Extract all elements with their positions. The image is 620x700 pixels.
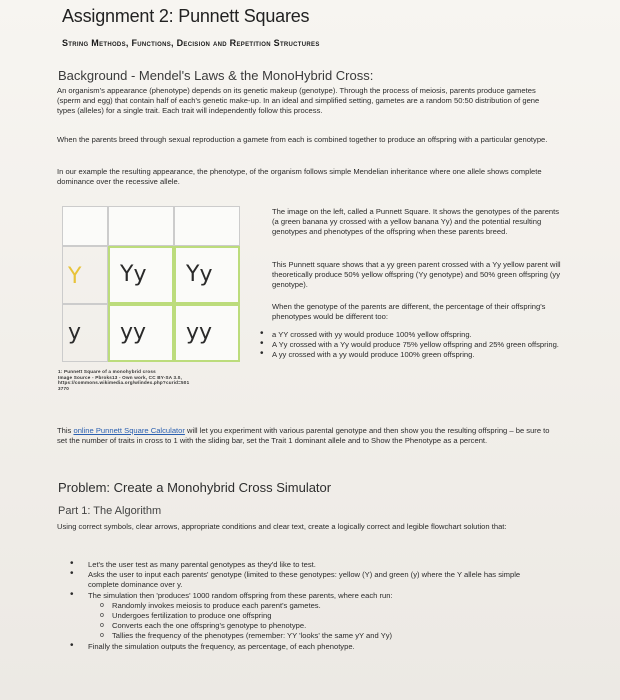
punnett-cell (174, 304, 240, 362)
list-item: • A Yy crossed with a Yy would produce 75% yellow offspring and 25% green offspring. (254, 340, 564, 350)
sub-list-item: o Converts each the one offspring's genotype to phenotype. (70, 621, 550, 631)
image-caption (58, 369, 248, 391)
list-item: • a YY crossed with yy would produce 100% yellow offspring. (254, 330, 564, 340)
punnett-row-label-cell (62, 304, 108, 362)
list-item: • A yy crossed with a yy would produce 100% green offspring. (254, 350, 564, 360)
punnett-square (62, 206, 240, 376)
cross-examples-list (254, 330, 564, 360)
page-title: Assignment 2: Punnett Squares (62, 6, 310, 26)
background-heading: Background - Mendel's Laws & the MonoHybrid Cross: (58, 68, 374, 83)
list-item: • The simulation then 'produces' 1000 random offspring from these parents, where each run: (70, 591, 550, 601)
caption-line: 1: Punnett Square of a monohybrid cross (58, 369, 156, 374)
punnett-cell (108, 304, 174, 362)
list-item: • Finally the simulation outputs the frequency, as percentage, of each phenotype. (70, 642, 550, 652)
calculator-text-before: This (57, 426, 74, 435)
problem-intro: Using correct symbols, clear arrows, appropriate conditions and clear text, create a logically correct and legible flowchart solution that: (57, 522, 507, 531)
punnett-cell (174, 246, 240, 304)
list-item: • Asks the user to input each parents' genotype (limited to these genotypes: yellow (Y) and green (y) where the Y allele has simple complete dominance over y. (70, 570, 550, 590)
calculator-text-after: will let you experiment with various parental genotype and then show you the resulting offspring – be sure to set the number of traits in cross to 1 with the sliding bar, set the Trait 1 dominant allele and to Show the Phenotype as a percent. (57, 426, 550, 446)
part-heading: Part 1: The Algorithm (58, 505, 162, 517)
punnett-header-cell (108, 206, 174, 246)
genotype-difference-note: When the genotype of the parents are different, the percentage of their offspring's phenotypes would be different too: (272, 302, 546, 322)
background-paragraph-1: An organism's appearance (phenotype) depends on its genetic makeup (genotype). Through the process of meiosis, parents produce gametes (sperm and egg) that contain half of each's genetic make-up. In an ideal and simplified setting, gametes are a random 50:50 distribution of gene types (alleles) for a single trait. Each trait will independently follow this process. (57, 86, 540, 116)
punnett-calculator-link[interactable]: online Punnett Square Calculator (73, 426, 185, 435)
caption-line: 3770 (58, 385, 70, 391)
parent-allele-row-1: Y (68, 264, 82, 289)
list-item: • Let's the user test as many parental genotypes as they'd like to test. (70, 560, 550, 570)
caption-line: https://commons.wikimedia.org/w/index.php?curid=501 (58, 380, 190, 386)
caption-line: Image Source - Pbroks13 - Own work, CC BY-SA 3.0, (58, 374, 182, 380)
offspring-genotype: Yy (186, 262, 213, 287)
parent-allele-row-2: y (68, 320, 82, 345)
punnett-row-label-cell (62, 246, 108, 304)
punnett-corner (62, 206, 108, 246)
background-paragraph-2: When the parents breed through sexual reproduction a gamete from each is combined together to produce an offspring with a particular genotype. (57, 135, 548, 144)
punnett-cell (108, 246, 174, 304)
sub-list-item: o Randomly invokes meiosis to produce each parent's gametes. (70, 601, 550, 611)
punnett-result-explanation: This Punnett square shows that a yy green parent crossed with a Yy yellow parent will theoretically produce 50% yellow offspring (Yy genotype) and 50% green offspring (yy genotype). (272, 260, 561, 290)
sub-list-item: o Tallies the frequency of the phenotypes (remember: YY 'looks' the same yY and Yy) (70, 631, 550, 641)
problem-heading: Problem: Create a Monohybrid Cross Simulator (58, 480, 332, 495)
page-subtitle: String Methods, Functions, Decision and Repetition Structures (62, 38, 320, 48)
offspring-genotype: yy (120, 320, 147, 345)
sub-list-item: o Undergoes fertilization to produce one offspring (70, 611, 550, 621)
punnett-description: The image on the left, called a Punnett Square. It shows the genotypes of the parents (a green banana yy crossed with a yellow banana Yy) and the potential resulting genotypes and phenotypes of the offspring when these parents breed. (272, 207, 560, 237)
background-paragraph-3: In our example the resulting appearance, the phenotype, of the organism follows simple Mendelian inheritance where one allele shows complete dominance over the recessive allele. (57, 167, 542, 187)
offspring-genotype: yy (186, 320, 213, 345)
offspring-genotype: Yy (120, 262, 147, 287)
calculator-paragraph (57, 426, 555, 446)
requirements-list (70, 560, 550, 652)
punnett-header-cell (174, 206, 240, 246)
